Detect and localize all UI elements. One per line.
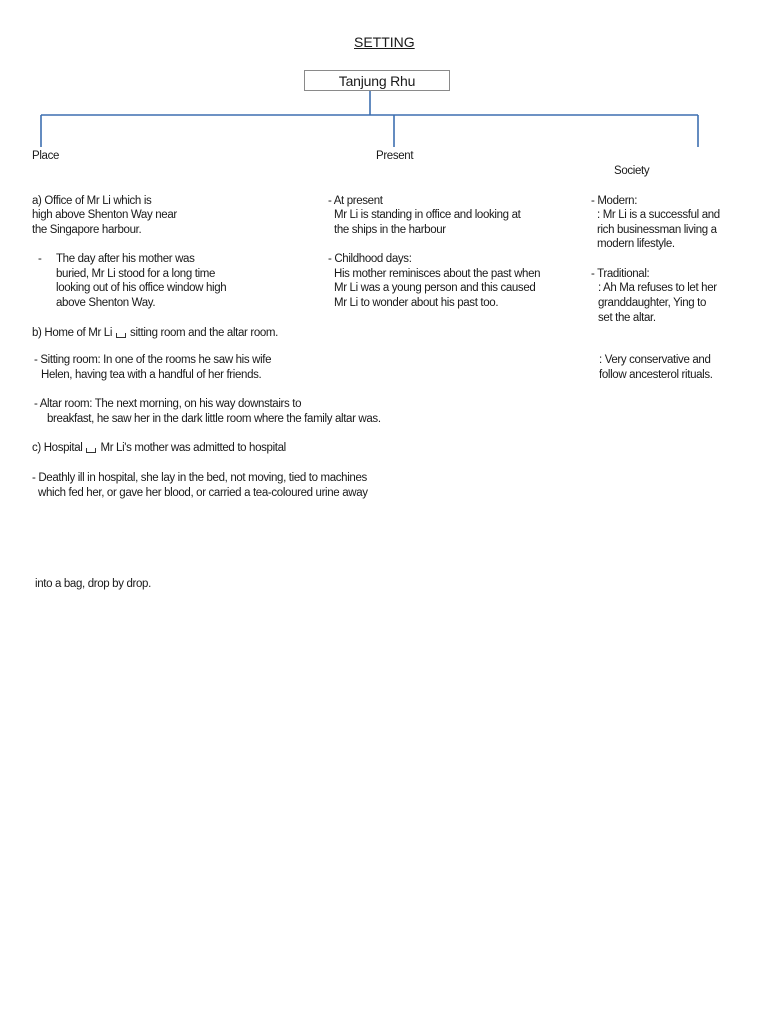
- connector-marker-icon: [116, 333, 126, 338]
- childhood-line-1: - Childhood days:: [328, 253, 412, 265]
- modern-line-1: - Modern:: [591, 195, 638, 207]
- present-line-3: the ships in the harbour: [334, 224, 446, 236]
- connector-marker-icon: [86, 448, 96, 453]
- place-b-suffix: sitting room and the altar room.: [130, 327, 279, 339]
- hospital-line-1: - Deathly ill in hospital, she lay in the bed, not moving, tied to machines: [32, 472, 367, 484]
- place-b-line: [32, 326, 278, 341]
- traditional-line-3: granddaughter, Ying to: [598, 297, 707, 309]
- altar-room-line-1: - Altar room: The next morning, on his way downstairs to: [34, 398, 302, 410]
- present-line-2: Mr Li is standing in office and looking at: [334, 209, 521, 221]
- branch-society-label: Society: [614, 165, 650, 177]
- place-a-bullet-line-1: The day after his mother was: [56, 253, 195, 265]
- page-title: SETTING: [354, 34, 415, 50]
- branch-place-label: Place: [32, 150, 60, 162]
- place-a-line-3: the Singapore harbour.: [32, 224, 142, 236]
- sitting-room-line-1: - Sitting room: In one of the rooms he saw his wife: [34, 354, 272, 366]
- childhood-line-4: Mr Li to wonder about his past too.: [334, 297, 499, 309]
- childhood-line-2: His mother reminisces about the past when: [334, 268, 541, 280]
- root-node-label: Tanjung Rhu: [338, 73, 416, 89]
- childhood-line-3: Mr Li was a young person and this caused: [334, 282, 536, 294]
- traditional-line-4: set the altar.: [598, 312, 656, 324]
- hospital-tail-line: into a bag, drop by drop.: [35, 578, 151, 590]
- branch-present-label: Present: [376, 150, 414, 162]
- present-line-1: - At present: [328, 195, 383, 207]
- place-a-bullet-line-3: looking out of his office window high: [56, 282, 227, 294]
- place-c-prefix: c) Hospital: [32, 442, 83, 454]
- sitting-room-line-2: Helen, having tea with a handful of her friends.: [41, 369, 262, 381]
- place-a-bullet-line-2: buried, Mr Li stood for a long time: [56, 268, 216, 280]
- conservative-line-2: follow ancesterol rituals.: [599, 369, 713, 381]
- modern-line-4: modern lifestyle.: [597, 238, 675, 250]
- place-c-line: [32, 441, 286, 456]
- modern-line-3: rich businessman living a: [597, 224, 717, 236]
- altar-room-line-2: breakfast, he saw her in the dark little room where the family altar was.: [47, 413, 381, 425]
- conservative-line-1: : Very conservative and: [599, 354, 711, 366]
- place-a-line-2: high above Shenton Way near: [32, 209, 177, 221]
- place-a-bullet-marker: -: [38, 253, 42, 265]
- place-a-line-1: a) Office of Mr Li which is: [32, 195, 152, 207]
- place-c-suffix: Mr Li's mother was admitted to hospital: [100, 442, 286, 454]
- place-b-prefix: b) Home of Mr Li: [32, 327, 113, 339]
- tree-connectors: [0, 0, 768, 200]
- place-a-bullet-line-4: above Shenton Way.: [56, 297, 156, 309]
- traditional-line-2: : Ah Ma refuses to let her: [598, 282, 717, 294]
- hospital-line-2: which fed her, or gave her blood, or carried a tea-coloured urine away: [38, 487, 368, 499]
- modern-line-2: : Mr Li is a successful and: [597, 209, 720, 221]
- traditional-line-1: - Traditional:: [591, 268, 650, 280]
